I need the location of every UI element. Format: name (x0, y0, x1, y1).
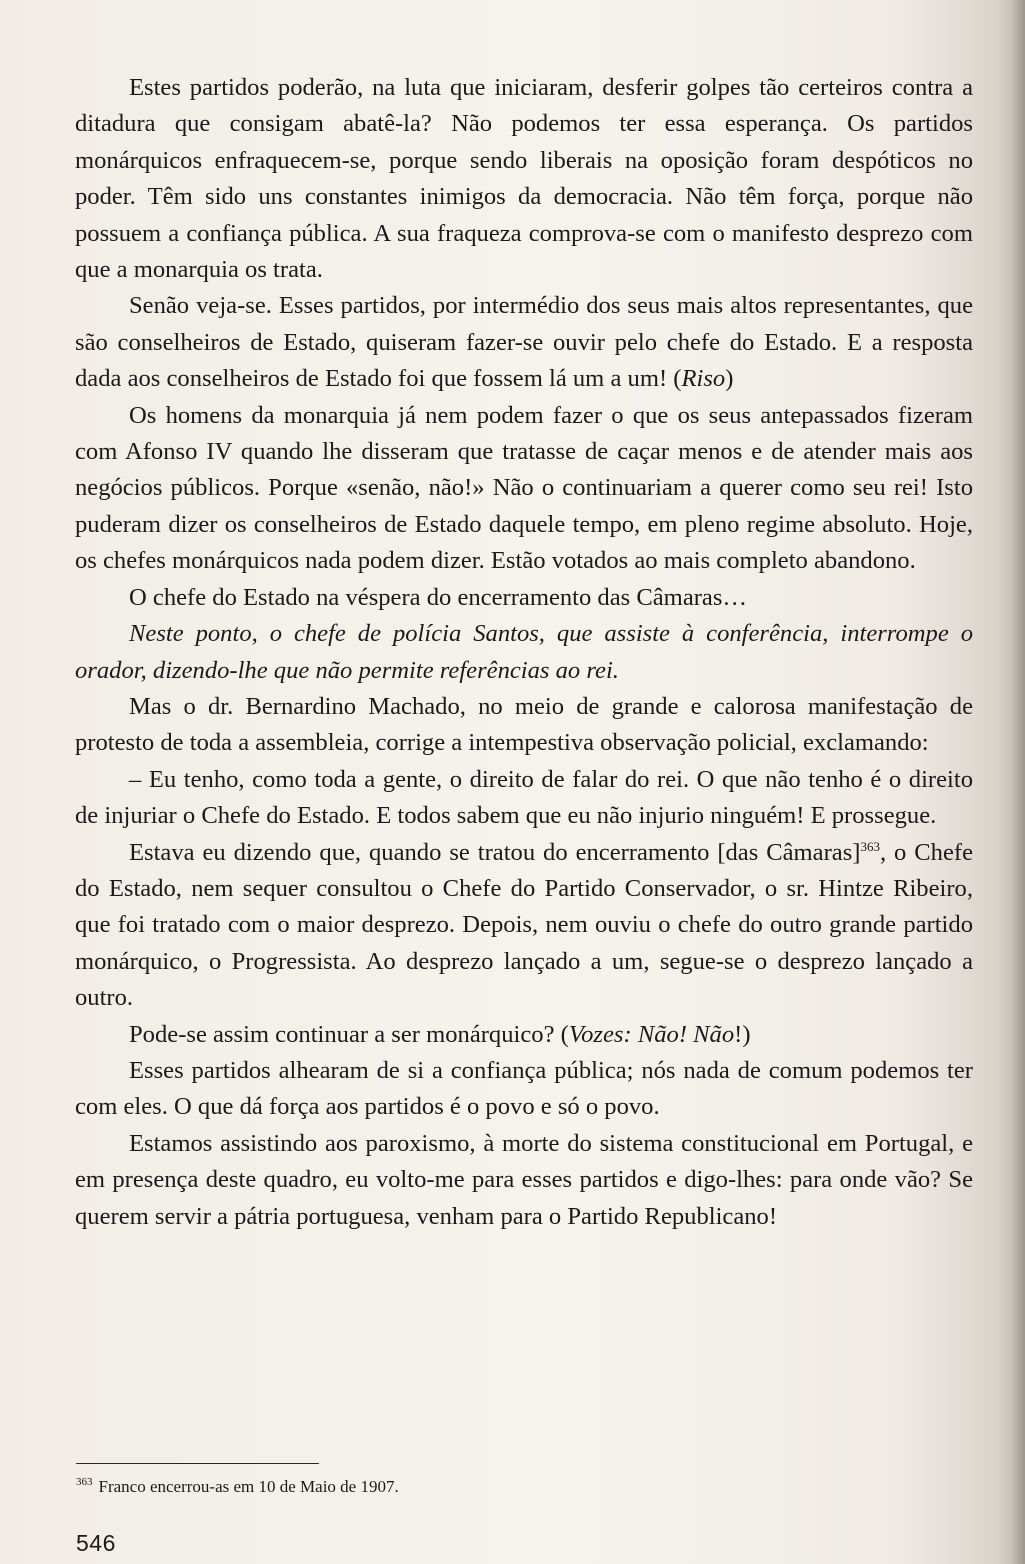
paragraph-2-italic: Riso (681, 365, 726, 393)
paragraph-2 (75, 288, 973, 397)
paragraph-10: Esses partidos alhearam de si a confiança pública; nós nada de comum podemos ter com eles. O que dá força aos partidos é o povo e só o povo. (75, 1056, 973, 1121)
paragraph-6: Mas o dr. Bernardino Machado, no meio de grande e calorosa manifestação de protesto de toda a assembleia, corrige a intempestiva observação policial, exclamando: (75, 692, 973, 757)
paragraph-8 (75, 835, 973, 1017)
paragraph-9 (75, 1017, 973, 1053)
paragraph-11: Estamos assistindo aos paroxismo, à morte do sistema constitucional em Portugal, e em presença deste quadro, eu volto-me para esses partidos e digo-lhes: para onde vão? Se querem servir a pátria portuguesa, venham para o Partido Republicano! (75, 1129, 973, 1230)
footnote-number: 363 (76, 1476, 93, 1489)
paragraph-5-italic: Neste ponto, o chefe de polícia Santos, que assiste à conferência, interrompe o orador, dizendo-lhe que não permite referências ao rei. (75, 620, 973, 684)
footnote-reference: 363 (860, 838, 880, 854)
paragraph-9-italic: Vozes: Não! Não (568, 1020, 735, 1048)
footnote (76, 1476, 956, 1498)
paragraph-8-start: Estava eu dizendo que, quando se tratou do encerramento [das Câmaras] (129, 838, 861, 866)
paragraph-2-text: Senão veja-se. Esses partidos, por intermédio dos seus mais altos representantes, que são conselheiros de Estado, quiseram fazer-se ouvir pelo chefe do Estado. E a resposta dada aos conselheiros de Estado foi que fossem lá um a um! ( (75, 292, 973, 393)
paragraph-2-end: ) (725, 365, 734, 393)
page-edge-shadow (1011, 0, 1025, 1564)
paragraph-1: Estes partidos poderão, na luta que iniciaram, desferir golpes tão certeiros contra a ditadura que consigam abatê-la? Não podemos ter essa esperança. Os partidos monárquicos enfraquecem-se, porque sendo liberais na oposição foram despóticos no poder. Têm sido uns constantes inimigos da democracia. Não têm força, porque não possuem a confiança pública. A sua fraqueza comprova-se com o manifesto desprezo com que a monarquia os trata. (75, 74, 973, 284)
page-number: 546 (76, 1530, 116, 1556)
paragraph-3: Os homens da monarquia já nem podem fazer o que os seus antepassados fizeram com Afonso IV quando lhe disseram que tratasse de caçar menos e de atender mais aos negócios públicos. Porque «senão, não!» Não o continuariam a querer como seu rei! Isto puderam dizer os conselheiros de Estado daquele tempo, em pleno regime absoluto. Hoje, os chefes monárquicos nada podem dizer. Estão votados ao mais completo abandono. (75, 401, 973, 575)
body-text (75, 70, 973, 1235)
paragraph-4: O chefe do Estado na véspera do encerramento das Câmaras… (129, 583, 748, 611)
paragraph-9-text: Pode-se assim continuar a ser monárquico? ( (129, 1020, 569, 1048)
paragraph-9-end: !) (734, 1020, 751, 1048)
paragraph-8-end: , o Chefe do Estado, nem sequer consultou o Chefe do Partido Conservador, o sr. Hintze Ribeiro, que foi tratado com o maior desprezo. Depois, nem ouviu o chefe do outro grande partido monárquico, o Progressista. Ao desprezo lançado a um, segue-se o desprezo lançado a outro. (75, 838, 973, 1012)
footnote-text: Franco encerrou-as em 10 de Maio de 1907. (98, 1477, 399, 1496)
footnote-divider (76, 1463, 319, 1464)
paragraph-7: – Eu tenho, como toda a gente, o direito de falar do rei. O que não tenho é o direito de injuriar o Chefe do Estado. E todos sabem que eu não injurio ninguém! E prossegue. (75, 765, 973, 830)
